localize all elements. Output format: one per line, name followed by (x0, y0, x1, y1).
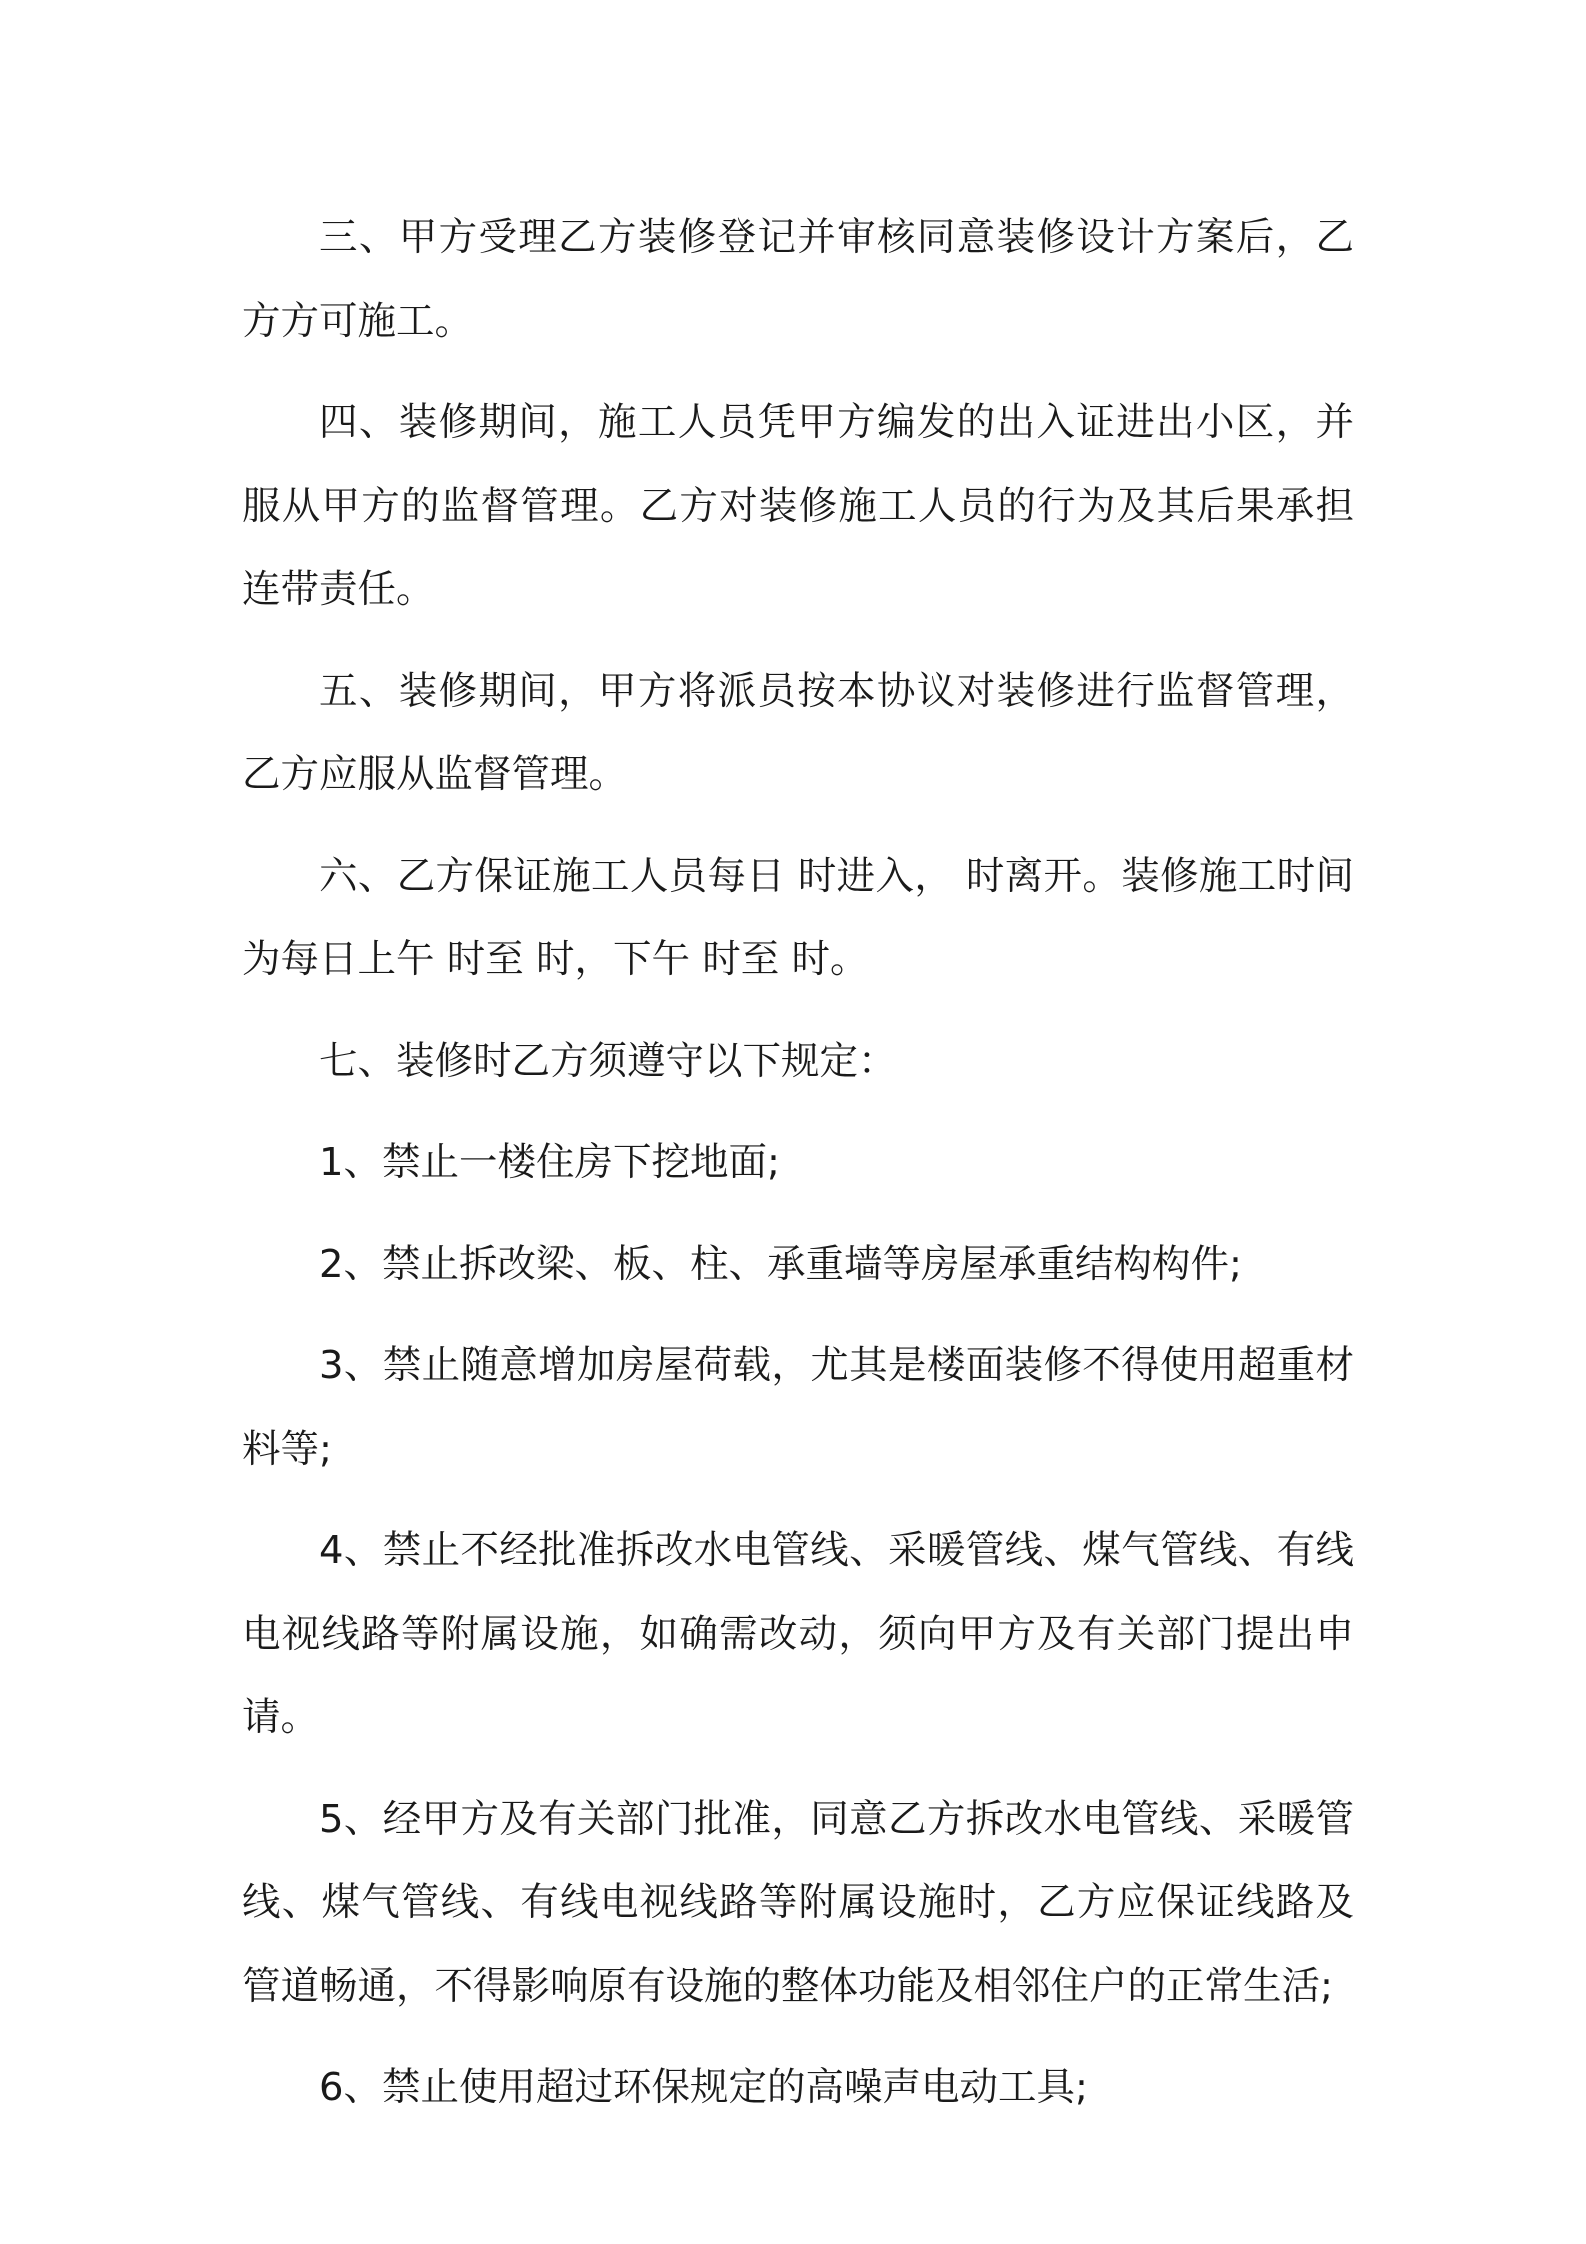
paragraph-rule-4: 4、禁止不经批准拆改水电管线、采暖管线、煤气管线、有线电视线路等附属设施，如确需改动，须向甲方及有关部门提出申请。 (242, 1528, 1354, 1740)
paragraph-clause-6: 六、乙方保证施工人员每日 时进入， 时离开。装修施工时间为每日上午 时至 时，下午 时至 时。 (242, 853, 1354, 982)
paragraph-rule-5: 5、经甲方及有关部门批准，同意乙方拆改水电管线、采暖管线、煤气管线、有线电视线路等附属设施时，乙方应保证线路及管道畅通，不得影响原有设施的整体功能及相邻住户的正常生活; (242, 1796, 1354, 2009)
paragraph-rule-3: 3、禁止随意增加房屋荷载，尤其是楼面装修不得使用超重材料等; (242, 1343, 1354, 1472)
paragraph-rule-1: 1、禁止一楼住房下挖地面; (319, 1140, 780, 1185)
paragraph-clause-3: 三、甲方受理乙方装修登记并审核同意装修设计方案后，乙方方可施工。 (242, 215, 1354, 344)
paragraph-clause-4: 四、装修期间，施工人员凭甲方编发的出入证进出小区，并服从甲方的监督管理。乙方对装修施工人员的行为及其后果承担连带责任。 (242, 400, 1354, 612)
paragraph-clause-5: 五、装修期间，甲方将派员按本协议对装修进行监督管理，乙方应服从监督管理。 (242, 668, 1354, 797)
paragraph-clause-7: 七、装修时乙方须遵守以下规定： (319, 1038, 897, 1084)
paragraph-rule-6: 6、禁止使用超过环保规定的高噪声电动工具; (319, 2065, 1088, 2110)
document-page (242, 196, 1354, 2148)
paragraph-rule-2: 2、禁止拆改梁、板、柱、承重墙等房屋承重结构构件; (319, 1241, 1242, 1287)
